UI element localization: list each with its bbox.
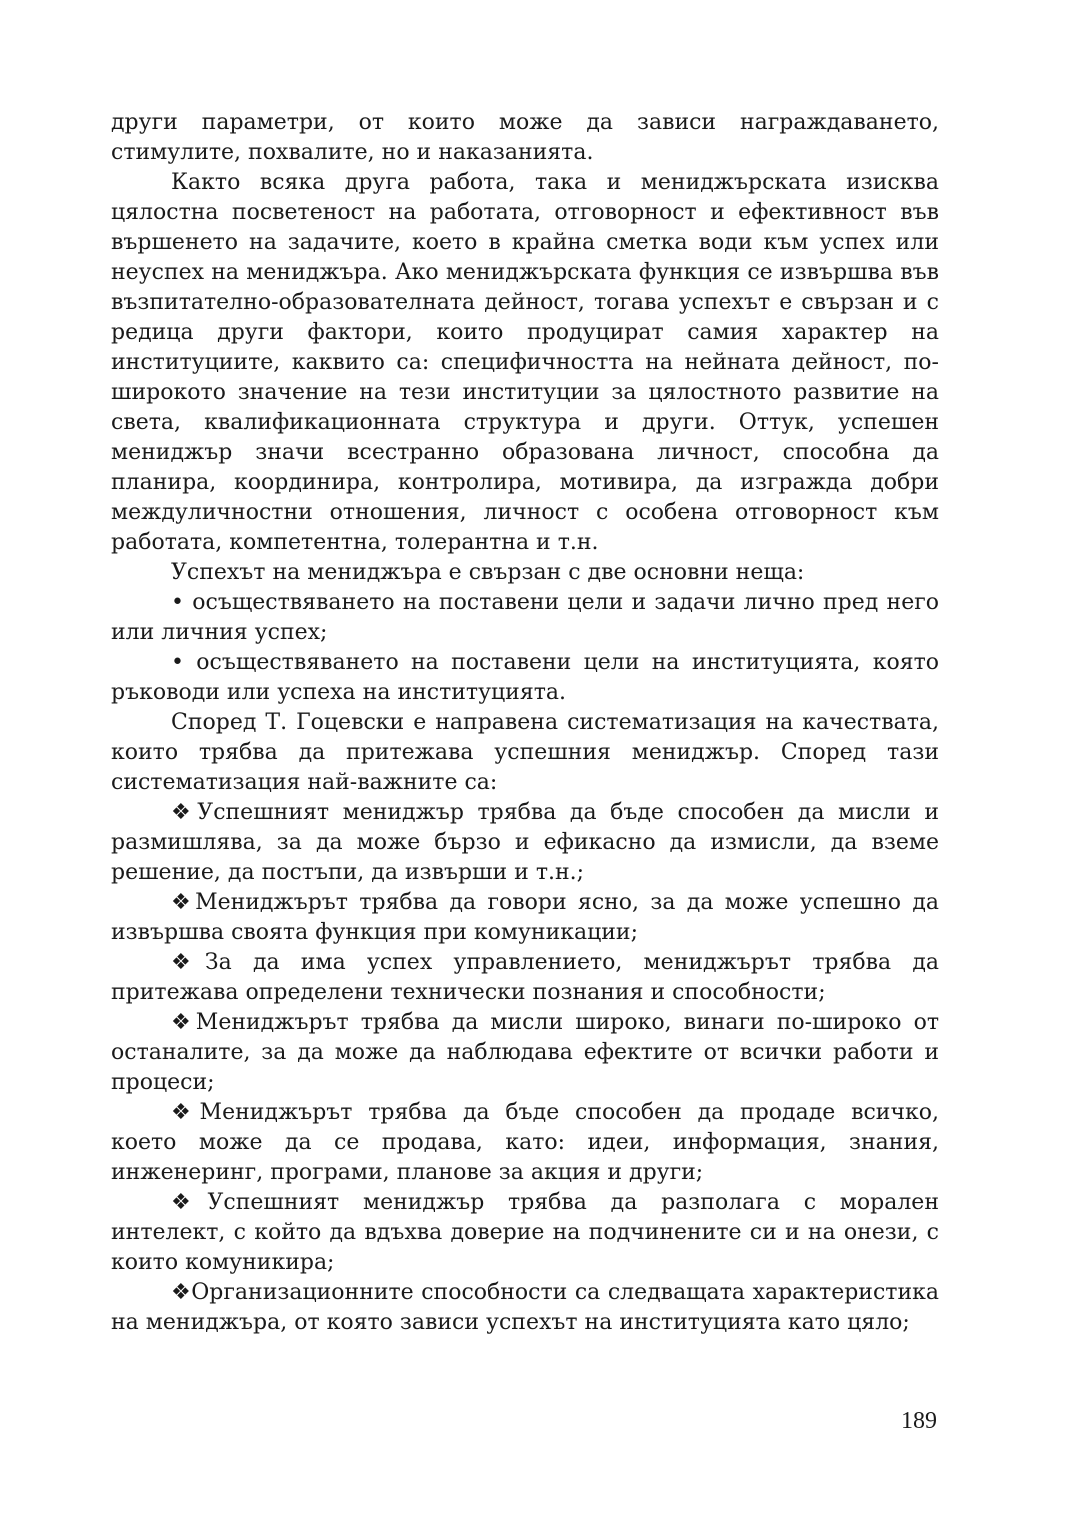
diamond-item [111,888,939,948]
paragraph: Както всяка друга работа, така и мениджърската изисква цялостна посветеност на работата, отговорност и ефективност във вършенето на задачите, което в крайна сметка води към успех или неуспех на мениджъра. Ако мениджърската функция се извършва във възпитателно-образователната дейност, тогава успехът е свързан и с редица други фактори, които продуцират самия характер на институциите, каквито са: специфичността на нейната дейност, по-широкото значение на тези институции за цялостното развитие на света, квалификационната структура и други. Оттук, успешен мениджър значи всестранно образована личност, способна да планира, координира, контролира, мотивира, да изгражда добри междуличностни отношения, личност с особена отговорност към работата, компетентна, толерантна и т.н. [111,170,939,555]
diamond-bullet-icon: ❖ [171,1010,196,1035]
bullet-item [111,648,939,708]
diamond-item [111,1278,939,1338]
diamond-item [111,1188,939,1278]
paragraph: Успехът на мениджъра е свързан с две основни неща: [171,560,805,585]
bullet-dot-icon: • [171,650,184,675]
diamond-bullet-icon: ❖ [171,800,198,825]
paragraph: Според Т. Гоцевски е направена систематизация на качествата, които трябва да притежава успешния мениджър. Според тази систематизация най-важните са: [111,710,939,795]
diamond-bullet-icon: ❖ [171,950,205,975]
diamond-item-text: Успешният мениджър трябва да разполага с морален интелект, с който да вдъхва доверие на подчинените си и на онези, с които комуникира; [111,1190,939,1275]
diamond-item-text: Организационните способности са следващата характеристика на мениджъра, от която зависи успехът на институцията като цяло; [111,1280,939,1335]
bullet-dot-icon: • [171,590,184,615]
diamond-item [111,1008,939,1098]
diamond-item [111,1098,939,1188]
diamond-bullet-icon: ❖ [171,1280,192,1305]
diamond-item-text: Мениджърът трябва да мисли широко, винаги по-широко от останалите, за да може да наблюдава ефектите от всички работи и процеси; [111,1010,940,1095]
diamond-item-text: Мениджърът трябва да бъде способен да продаде всичко, което може да се продава, като: идеи, информация, знания, инженеринг, програми, планове за акция и други; [111,1100,939,1185]
diamond-item-text: Успешният мениджър трябва да бъде способен да мисли и размишлява, за да може бързо и ефикасно да измисли, да вземе решение, да постъпи, да извърши и т.н.; [111,800,939,885]
diamond-item [111,948,939,1008]
diamond-item-text: Мениджърът трябва да говори ясно, за да може успешно да извършва своята функция при комуникации; [111,890,940,945]
diamond-bullet-icon: ❖ [171,1100,200,1125]
bullet-text: осъществяването на поставени цели и задачи лично пред него или личния успех; [111,590,939,645]
diamond-bullet-icon: ❖ [171,890,196,915]
diamond-bullet-icon: ❖ [171,1190,208,1215]
diamond-item-text: За да има успех управлението, мениджърът трябва да притежава определени технически познания и способности; [111,950,939,1005]
page-number: 189 [901,1408,937,1434]
diamond-item [111,798,939,888]
paragraph: други параметри, от които може да зависи награждаването, стимулите, похвалите, но и наказанията. [111,110,939,165]
bullet-text: осъществяването на поставени цели на институцията, която ръководи или успеха на институцията. [111,650,939,705]
bullet-item [111,588,939,648]
body-text [111,108,939,1338]
